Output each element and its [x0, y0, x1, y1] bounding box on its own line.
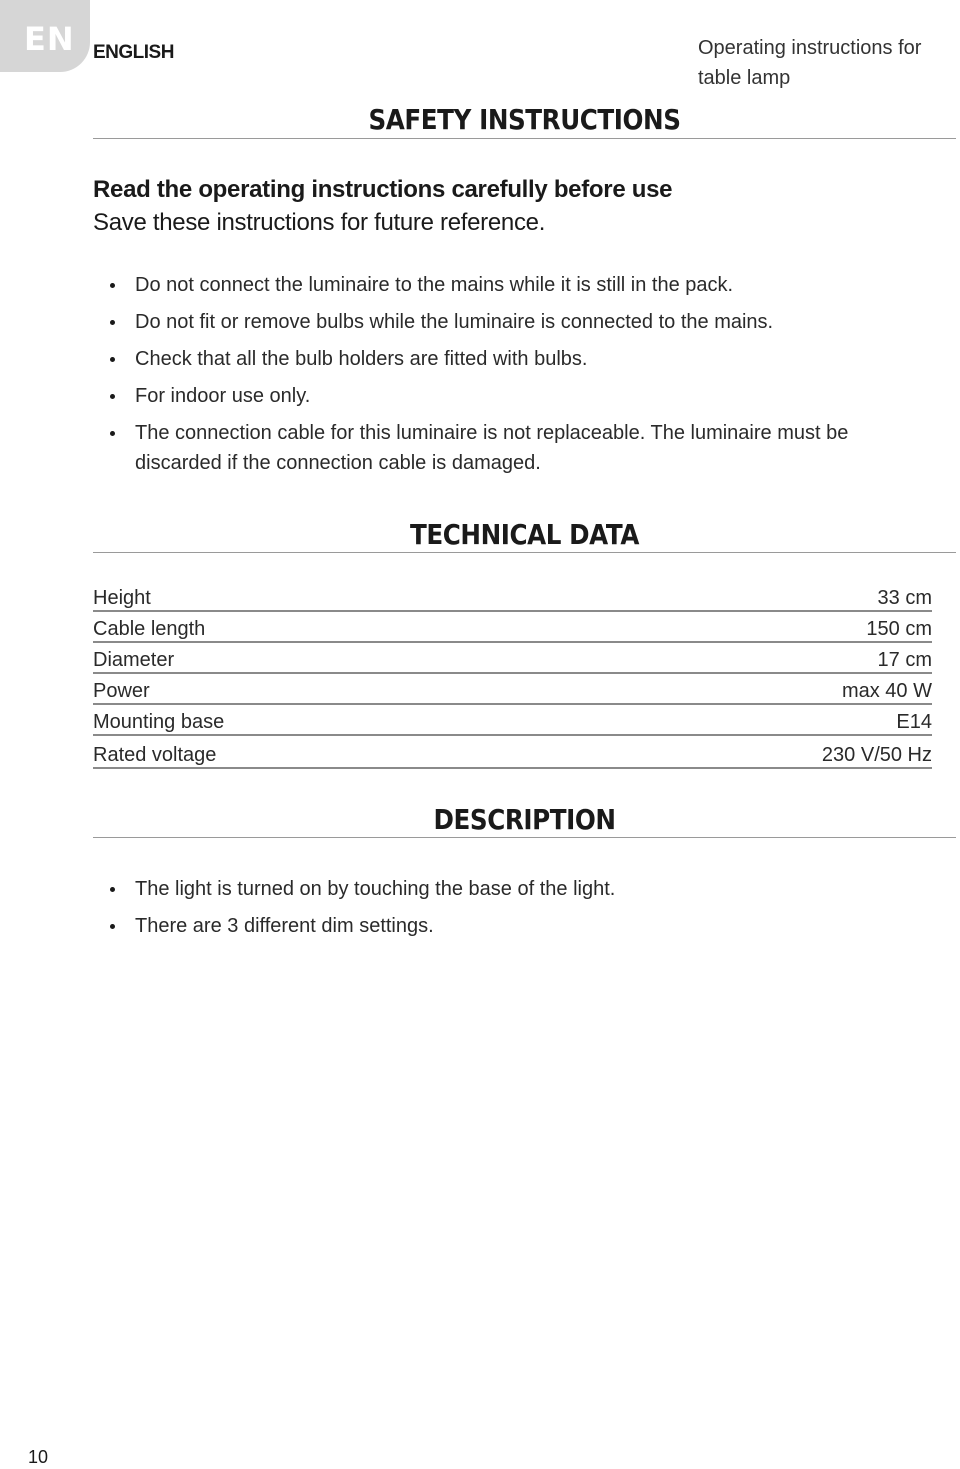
description-list — [108, 874, 868, 948]
spec-value: 33 cm — [877, 587, 932, 609]
table-row — [93, 705, 932, 736]
safety-divider — [93, 138, 956, 139]
description-heading: DESCRIPTION — [433, 803, 616, 836]
list-item: Do not connect the luminaire to the mains while it is still in the pack. — [108, 270, 868, 300]
page-number: 10 — [28, 1447, 49, 1467]
list-item: Check that all the bulb holders are fitted with bulbs. — [108, 344, 868, 374]
table-row — [93, 674, 932, 705]
safety-list — [108, 270, 868, 485]
list-item: Do not fit or remove bulbs while the luminaire is connected to the mains. — [108, 307, 868, 337]
spec-value: 17 cm — [877, 649, 932, 671]
language-code: EN — [24, 20, 75, 58]
list-item: The light is turned on by touching the base of the light. — [108, 874, 868, 904]
language-label: ENGLISH — [93, 42, 174, 63]
document-title: Operating instructions for table lamp — [698, 37, 922, 89]
list-item: The connection cable for this luminaire is not replaceable. The luminaire must be discarded if the connection cable is damaged. — [108, 418, 868, 478]
spec-value: 230 V/50 Hz — [821, 744, 932, 766]
safety-intro-bold: Read the operating instructions carefully before use — [93, 176, 673, 203]
safety-heading: SAFETY INSTRUCTIONS — [368, 103, 681, 136]
table-row — [93, 581, 932, 612]
spec-label: Power — [93, 680, 150, 702]
description-divider — [93, 837, 956, 838]
technical-divider — [93, 552, 956, 553]
spec-value: 150 cm — [866, 618, 932, 640]
table-row — [93, 736, 932, 769]
spec-value: max 40 W — [841, 680, 932, 702]
spec-label: Rated voltage — [93, 744, 217, 766]
safety-intro-normal: Save these instructions for future reference. — [93, 209, 546, 236]
spec-label: Height — [93, 587, 151, 609]
table-row — [93, 643, 932, 674]
spec-label: Diameter — [93, 649, 175, 671]
spec-label: Mounting base — [93, 711, 225, 733]
language-tab — [0, 0, 90, 72]
list-item: For indoor use only. — [108, 381, 868, 411]
spec-label: Cable length — [93, 618, 206, 640]
technical-heading: TECHNICAL DATA — [410, 518, 639, 551]
technical-table — [93, 581, 932, 769]
list-item: There are 3 different dim settings. — [108, 911, 868, 941]
spec-value: E14 — [896, 711, 932, 733]
table-row — [93, 612, 932, 643]
